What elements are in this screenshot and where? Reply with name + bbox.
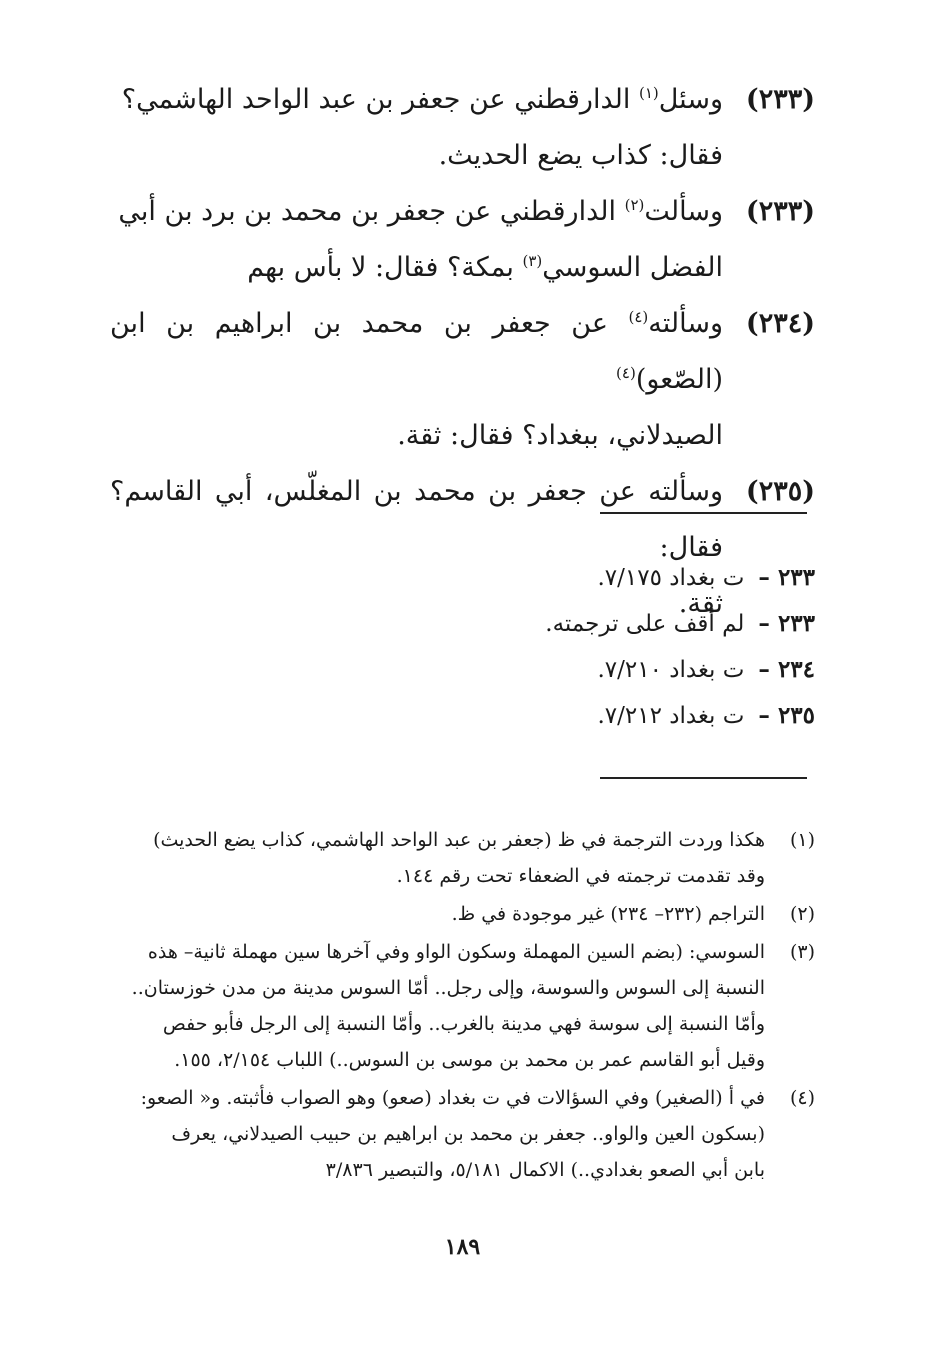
footnote-number: (٤) — [789, 1087, 815, 1109]
source-row — [495, 693, 815, 739]
source-number: ٢٣٣ – — [758, 610, 815, 637]
entry-number: (٢٣٤) — [745, 308, 815, 339]
source-number: ٢٣٥ – — [758, 702, 815, 729]
entry-text: وسألت$^{(٢)}$ الدارقطني عن جعفر بن محمد بن برد بن أبي الفضل السوسي$^{(٣)}$ بمكة؟ فقال: لا بأس بهم — [110, 184, 723, 296]
page-number: ١٨٩ — [444, 1234, 481, 1260]
source-text: لم أقف على ترجمته. — [545, 611, 745, 637]
sources-list — [495, 555, 815, 739]
footnote-text: في أ (الصغير) وفي السؤالات في ت بغداد (صعو) وهو الصواب فأثبته. و« الصعو: (بسكون العين والواو.. جعفر بن محمد بن ابراهيم بن حبيب الصيدلاني، يعرف بابن أبي الصعو بغدادي..) الاكمال ٥/١٨١، والتبصير ٣/٨٣٦ — [140, 1087, 765, 1181]
entry-text: وسئل$^{(١)}$ الدارقطني عن جعفر بن عبد الواحد الهاشمي؟ فقال: كذاب يضع الحديث. — [110, 72, 723, 184]
footnote-ref[interactable]: (١) — [638, 84, 659, 102]
footnote-ref[interactable]: (٣) — [522, 252, 543, 270]
footnote-ref[interactable]: (٤) — [628, 308, 649, 326]
footnote-number: (٣) — [789, 941, 815, 963]
footnotes-list — [110, 822, 815, 1190]
entry-number: (٢٣٣) — [745, 84, 815, 115]
source-text: ت بغداد ٧/٢١٠. — [597, 657, 745, 683]
entries-list — [110, 72, 815, 632]
separator-rule-footnotes — [600, 777, 807, 779]
entry-continuation: فقال: كذاب يضع الحديث. — [438, 140, 723, 171]
source-number: ٢٣٣ – — [758, 564, 815, 591]
source-row — [495, 647, 815, 693]
entry-number: (٢٣٥) — [745, 476, 815, 507]
source-number: ٢٣٤ – — [758, 656, 815, 683]
source-text: ت بغداد ٧/٢١٢. — [597, 703, 745, 729]
footnote-ref[interactable]: (٤) — [616, 364, 636, 382]
entry-number: (٢٣٣) — [745, 196, 815, 227]
source-row — [495, 555, 815, 601]
separator-rule-sources — [600, 512, 807, 514]
entry-233b — [110, 184, 815, 296]
footnote-text: هكذا وردت الترجمة في ظ (جعفر بن عبد الواحد الهاشمي، كذاب يضع الحديث) وقد تقدمت ترجمته في الضعفاء تحت رقم ١٤٤. — [153, 829, 765, 887]
footnote-3 — [110, 934, 815, 1078]
entry-continuation: ثقة. — [678, 588, 723, 619]
entry-text: وسألته عن جعفر بن محمد بن المغلّس، أبي القاسم؟ فقال: ثقة. — [110, 464, 723, 632]
footnote-number: (١) — [789, 829, 815, 851]
footnote-number: (٢) — [789, 903, 815, 925]
footnote-4 — [110, 1080, 815, 1188]
entry-text: وسألته$^{(٤)}$ عن جعفر بن محمد بن ابراهيم بن ابن (الصّعو)$^{(٤)}$ الصيدلاني، ببغداد؟ فقال: ثقة. — [110, 296, 723, 464]
footnote-text: التراجم (٢٣٢– ٢٣٤) غير موجودة في ظ. — [451, 903, 765, 925]
footnote-1 — [110, 822, 815, 894]
entry-234 — [110, 296, 815, 464]
footnote-2 — [110, 896, 815, 932]
entry-233a — [110, 72, 815, 184]
entry-continuation: الفضل السوسي$^{(٣)}$ بمكة؟ فقال: لا بأس بهم — [247, 252, 723, 283]
source-row — [495, 601, 815, 647]
source-text: ت بغداد ٧/١٧٥. — [597, 565, 745, 591]
entry-continuation: الصيدلاني، ببغداد؟ فقال: ثقة. — [397, 420, 723, 451]
footnote-ref[interactable]: (٢) — [624, 196, 645, 214]
footnote-text: السوسي: (بضم السين المهملة وسكون الواو وفي آخرها سين مهملة ثانية– هذه النسبة إلى السوس والسوسة، وإلى رجل.. أمّا السوس مدينة من مدن خوزستان.. وأمّا النسبة إلى سوسة فهي مدينة بالغرب.. وأمّا النسبة إلى الرجل فأبو حفص وقيل أبو القاسم عمر بن محمد بن موسى بن السوس..) اللباب ٢/١٥٤، ١٥٥. — [131, 941, 765, 1071]
